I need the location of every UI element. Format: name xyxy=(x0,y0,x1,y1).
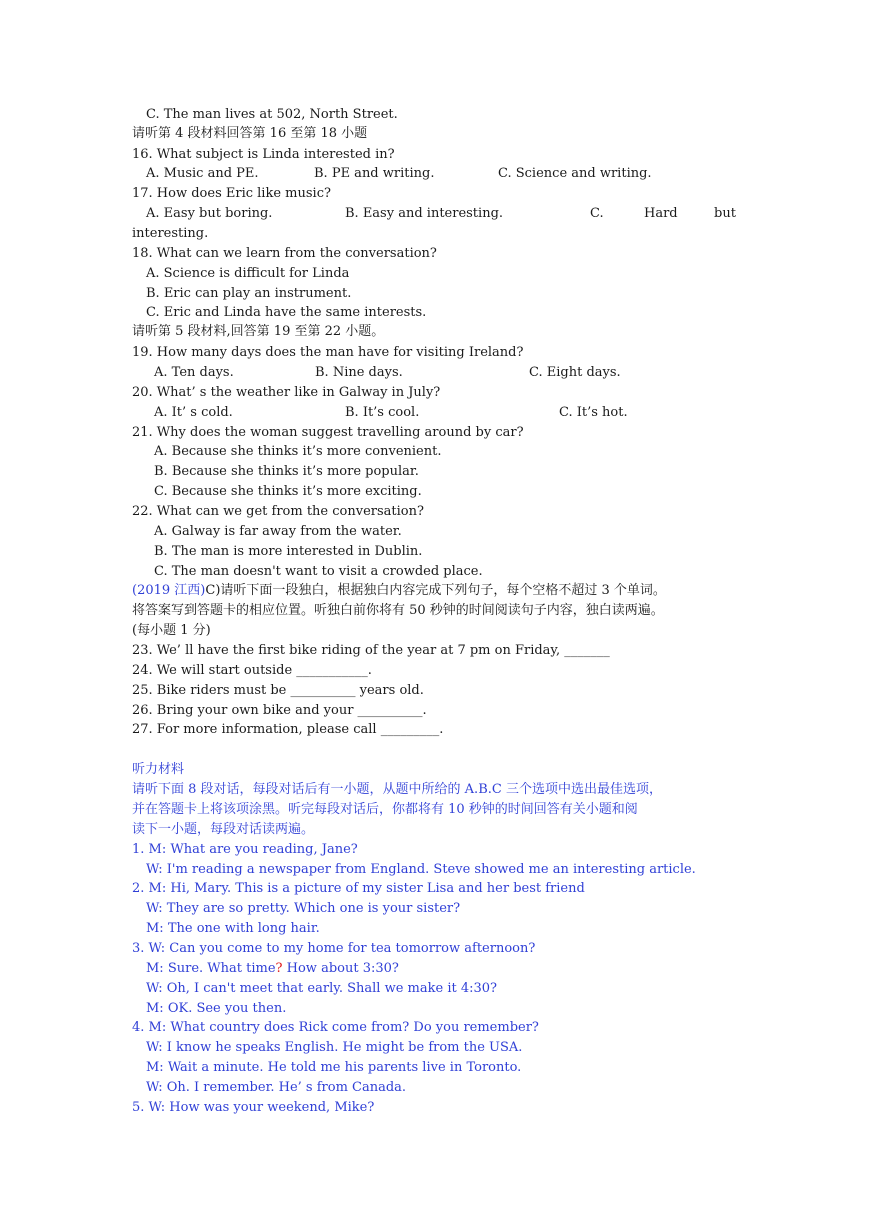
option-21c: C. Because she thinks it’s more exciting. xyxy=(154,484,422,499)
option-17c-word2: but xyxy=(714,206,736,221)
section-c-intro-1-text: C)请听下面一段独白，根据独白内容完成下列句子，每个空格不超过 3 个单词。 xyxy=(205,583,666,598)
transcript-intro-2: 并在答题卡上将该项涂黑。听完每段对话后，你都将有 10 秒钟的时间回答有关小题和阅 xyxy=(132,802,638,817)
option-21b: B. Because she thinks it’s more popular. xyxy=(154,464,419,479)
option-22c: C. The man doesn't want to visit a crowded place. xyxy=(154,564,483,579)
option-17c-label: C. xyxy=(590,206,604,221)
dialogue-5-line-1: 5. W: How was your weekend, Mike? xyxy=(132,1100,375,1115)
question-22: 22. What can we get from the conversation? xyxy=(132,504,424,519)
question-26: 26. Bring your own bike and your __________. xyxy=(132,703,427,718)
red-question-mark: ? xyxy=(275,961,283,976)
question-19: 19. How many days does the man have for visiting Ireland? xyxy=(132,345,524,360)
option-15c: C. The man lives at 502, North Street. xyxy=(146,107,398,122)
option-18b: B. Eric can play an instrument. xyxy=(146,286,352,301)
section-4-instruction: 请听第 4 段材料回答第 16 至第 18 小题 xyxy=(132,126,368,141)
option-22a: A. Galway is far away from the water. xyxy=(154,524,402,539)
dialogue-1-line-1: 1. M: What are you reading, Jane? xyxy=(132,842,358,857)
question-16: 16. What subject is Linda interested in? xyxy=(132,147,395,162)
dialogue-3-line-4: M: OK. See you then. xyxy=(146,1001,287,1016)
dialogue-1-line-2: W: I'm reading a newspaper from England. Steve showed me an interesting article. xyxy=(146,862,696,877)
question-24: 24. We will start outside ___________. xyxy=(132,663,372,678)
source-tag: (2019 江西) xyxy=(132,583,206,598)
dialogue-3-line-1: 3. W: Can you come to my home for tea tomorrow afternoon? xyxy=(132,941,536,956)
dialogue-3-line-3: W: Oh, I can't meet that early. Shall we make it 4:30? xyxy=(146,981,497,996)
option-20b: B. It’s cool. xyxy=(345,405,420,420)
option-20a: A. It’ s cold. xyxy=(154,405,233,420)
section-c-intro-3: (每小题 1 分) xyxy=(132,623,211,638)
option-18c: C. Eric and Linda have the same interests. xyxy=(146,305,427,320)
option-21a: A. Because she thinks it’s more convenient. xyxy=(154,444,442,459)
options-17 xyxy=(146,204,736,224)
question-23: 23. We’ ll have the first bike riding of the year at 7 pm on Friday, _______ xyxy=(132,643,610,658)
question-25: 25. Bike riders must be __________ years old. xyxy=(132,683,424,698)
option-17b: B. Easy and interesting. xyxy=(345,206,504,221)
option-22b: B. The man is more interested in Dublin. xyxy=(154,544,423,559)
option-16b: B. PE and writing. xyxy=(314,166,435,181)
section-c-intro-1 xyxy=(132,581,666,601)
options-20 xyxy=(154,403,628,423)
dialogue-3-line-2-part-2: How about 3:30? xyxy=(282,961,399,976)
dialogue-4-line-3: M: Wait a minute. He told me his parents live in Toronto. xyxy=(146,1060,522,1075)
option-16c: C. Science and writing. xyxy=(498,166,652,181)
option-17c-wrap: interesting. xyxy=(132,226,209,241)
dialogue-2-line-1: 2. M: Hi, Mary. This is a picture of my sister Lisa and her best friend xyxy=(132,881,585,896)
dialogue-2-line-2: W: They are so pretty. Which one is your sister? xyxy=(146,901,461,916)
question-21: 21. Why does the woman suggest travelling around by car? xyxy=(132,425,524,440)
dialogue-4-line-1: 4. M: What country does Rick come from? Do you remember? xyxy=(132,1020,539,1035)
options-16 xyxy=(146,164,652,184)
dialogue-3-line-2-part-1: M: Sure. What time xyxy=(146,961,276,976)
option-19c: C. Eight days. xyxy=(529,365,621,380)
question-18: 18. What can we learn from the conversation? xyxy=(132,246,437,261)
dialogue-4-line-4: W: Oh. I remember. He’ s from Canada. xyxy=(146,1080,407,1095)
dialogue-3-line-2 xyxy=(146,959,399,979)
option-20c: C. It’s hot. xyxy=(559,405,628,420)
question-20: 20. What’ s the weather like in Galway in July? xyxy=(132,385,441,400)
transcript-title: 听力材料 xyxy=(132,762,185,777)
option-17a: A. Easy but boring. xyxy=(146,206,273,221)
option-19a: A. Ten days. xyxy=(154,365,234,380)
question-27: 27. For more information, please call _________. xyxy=(132,722,444,737)
option-17c-word1: Hard xyxy=(644,206,678,221)
dialogue-2-line-3: M: The one with long hair. xyxy=(146,921,320,936)
option-19b: B. Nine days. xyxy=(315,365,403,380)
section-5-instruction: 请听第 5 段材料,回答第 19 至第 22 小题。 xyxy=(132,324,385,339)
option-18a: A. Science is difficult for Linda xyxy=(146,266,350,281)
question-17: 17. How does Eric like music? xyxy=(132,186,331,201)
transcript-intro-1: 请听下面 8 段对话，每段对话后有一小题，从题中所给的 A.B.C 三个选项中选出最佳选项， xyxy=(132,782,662,797)
dialogue-4-line-2: W: I know he speaks English. He might be from the USA. xyxy=(146,1040,523,1055)
option-16a: A. Music and PE. xyxy=(146,166,259,181)
section-c-intro-2: 将答案写到答题卡的相应位置。听独白前你将有 50 秒钟的时间阅读句子内容，独白读两遍。 xyxy=(132,603,664,618)
options-19 xyxy=(154,363,621,383)
transcript-intro-3: 读下一小题，每段对话读两遍。 xyxy=(132,822,315,837)
